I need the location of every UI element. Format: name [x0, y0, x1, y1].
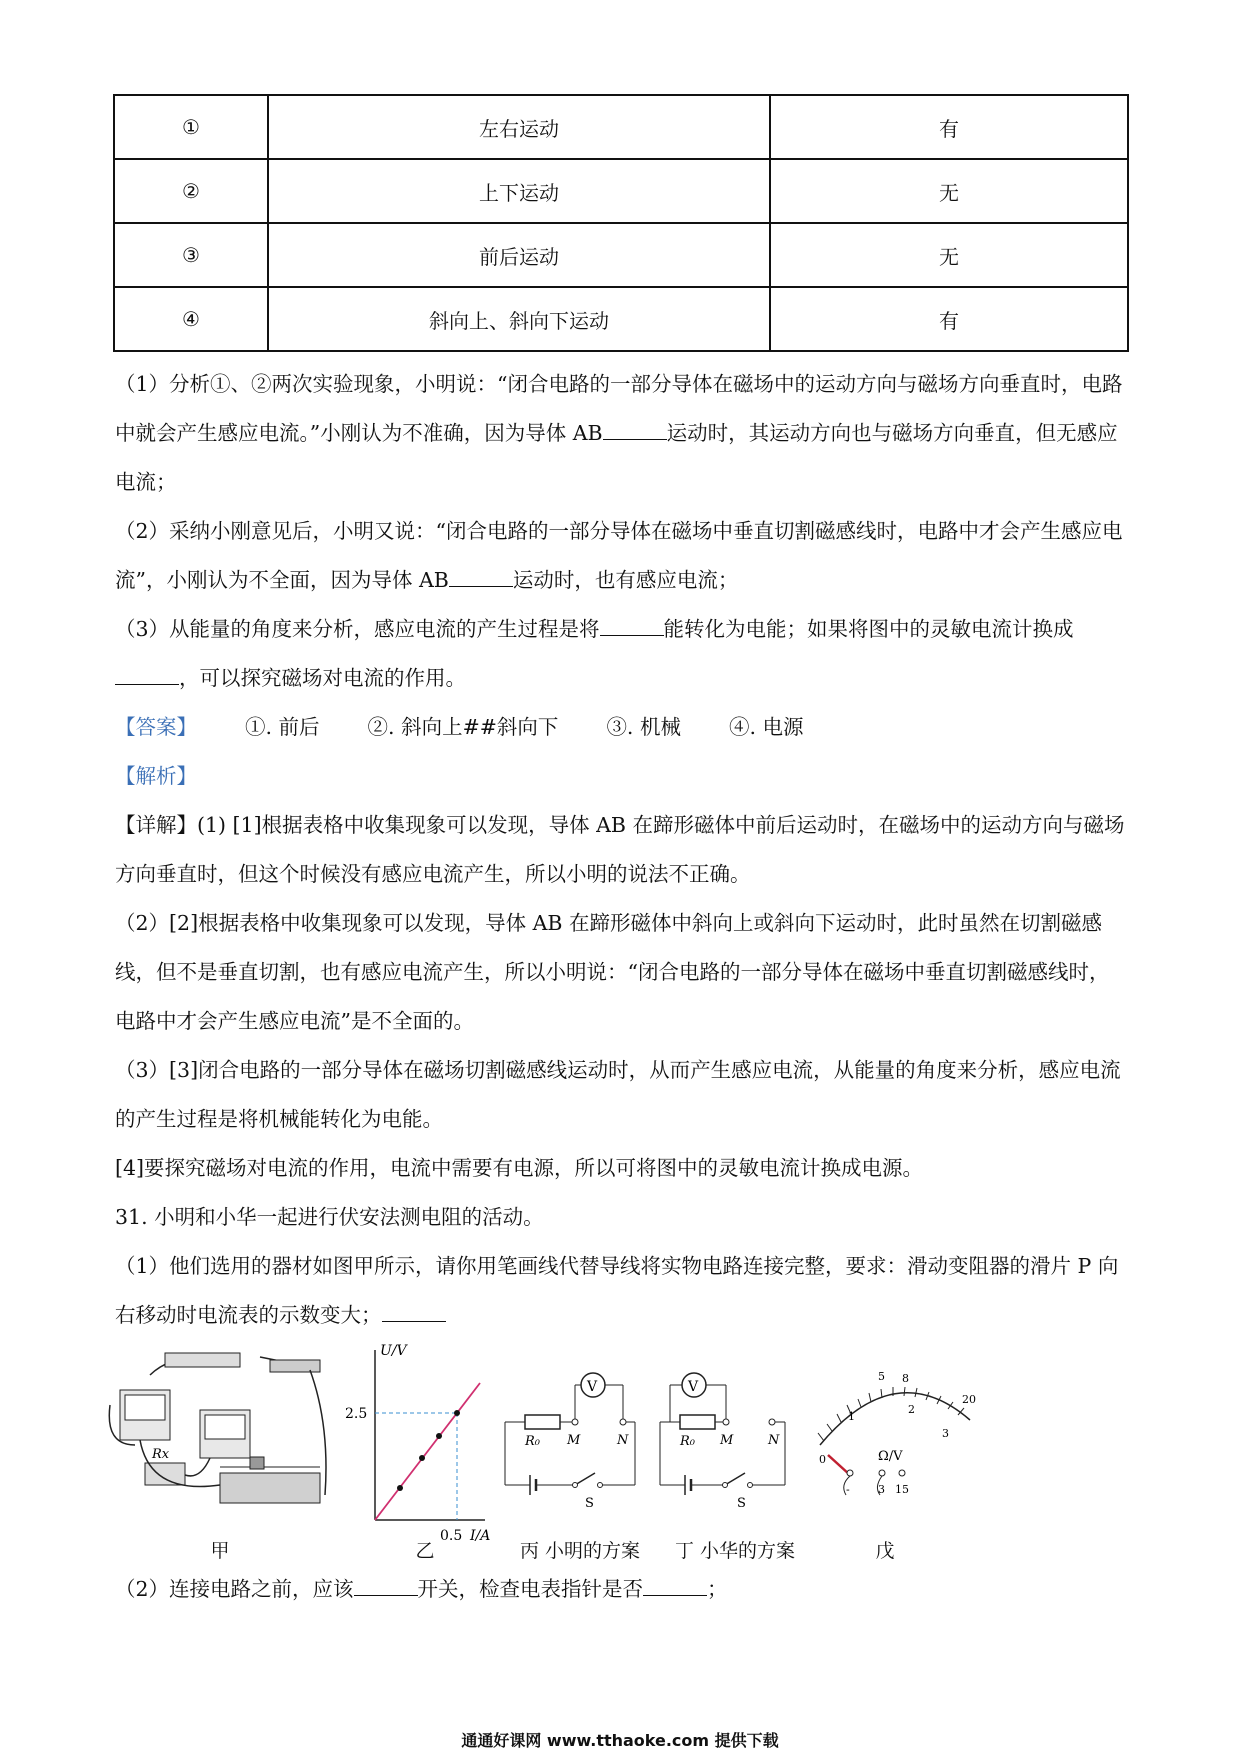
- data-point: [419, 1455, 425, 1461]
- terminal-label: 15: [895, 1483, 909, 1496]
- switch-label: S: [737, 1496, 746, 1511]
- answer-item: ③. 机械: [606, 715, 681, 739]
- unit-label: Ω/V: [878, 1449, 903, 1464]
- page-footer[interactable]: 通通好课网 www.tthaoke.com 提供下载: [461, 1731, 779, 1750]
- table-cell-no: ①: [114, 95, 268, 159]
- answer-blank[interactable]: [643, 1577, 707, 1596]
- table-cell-motion: 前后运动: [268, 223, 770, 287]
- answer-blank[interactable]: [603, 421, 667, 440]
- figure-meter: [810, 1345, 980, 1555]
- answer-item: ②. 斜向上##斜向下: [367, 715, 559, 739]
- detail-paragraph-2: （2）[2]根据表格中收集现象可以发现，导体 AB 在蹄形磁体中斜向上或斜向下运动时，此时虽然在切割磁感线，但不是垂直切割，也有感应电流产生，所以小明说：“闭合电路的一部分导体在磁场中垂直切割磁感线时，电路中才会产生感应电流”是不全面的。: [115, 911, 1110, 1033]
- answer-line: [115, 703, 1125, 752]
- r0-label: R₀: [680, 1434, 695, 1449]
- n-label: N: [617, 1433, 629, 1448]
- table-cell-motion: 左右运动: [268, 95, 770, 159]
- table-row: [114, 95, 1128, 159]
- scale-label: 2: [908, 1403, 915, 1416]
- table-cell-motion: 斜向上、斜向下运动: [268, 287, 770, 351]
- detail-paragraph-1: 【详解】(1) [1]根据表格中收集现象可以发现，导体 AB 在蹄形磁体中前后运动时，在磁场中的运动方向与磁场方向垂直时，但这个时候没有感应电流产生，所以小明的说法不正确。: [115, 813, 1125, 886]
- detail-paragraph-3: （3）[3]闭合电路的一部分导体在磁场切割磁感线运动时，从而产生感应电流，从能量的角度来分析，感应电流的产生过程是将机械能转化为电能。: [115, 1058, 1121, 1131]
- caption-bing: 丙 小明的方案: [519, 1540, 641, 1562]
- scale-label: 1: [848, 1410, 855, 1423]
- question-3: [115, 605, 1125, 703]
- n-label: N: [768, 1433, 780, 1448]
- question-31-sub2-text-c: ；: [707, 1577, 728, 1601]
- figure-ui-graph: [345, 1345, 495, 1555]
- detail-paragraph-4: [4]要探究磁场对电流的作用，电流中需要有电源，所以可将图中的灵敏电流计换成电源。: [115, 1156, 924, 1180]
- caption-wu: 戊: [875, 1540, 895, 1562]
- figure-circuit-xiaoming: [505, 1345, 650, 1555]
- question-3-text-b: 能转化为电能；如果将图中的灵敏电流计换成: [663, 617, 1074, 641]
- scale-label: 3: [942, 1427, 949, 1440]
- answer-blank[interactable]: [115, 666, 179, 685]
- scale-label: 8: [902, 1372, 909, 1385]
- answer-blank[interactable]: [354, 1577, 418, 1596]
- table-cell-no: ④: [114, 287, 268, 351]
- y-axis-label: U/V: [380, 1343, 407, 1359]
- answer-item: ④. 电源: [728, 715, 804, 739]
- analysis-line: [115, 752, 1125, 801]
- table-cell-current: 无: [770, 159, 1128, 223]
- figure-apparatus: [110, 1345, 340, 1555]
- y-tick-label: 2.5: [345, 1406, 368, 1422]
- question-1-text-a: （1）分析①、②两次实验现象，小明说：“闭合电路的一部分导体在磁场中的运动方向与磁场方向垂直时，电路中就会产生感应电流。”小刚认为不准确，因为导体 AB: [115, 372, 1123, 445]
- analysis-tag: 【解析】: [115, 764, 197, 788]
- circuit-xiaohua: [660, 1345, 805, 1525]
- question-3-text-c: ，可以探究磁场对电流的作用。: [179, 666, 466, 690]
- scale-label: 5: [878, 1370, 885, 1383]
- apparatus-drawing: [110, 1345, 340, 1525]
- table-cell-motion: 上下运动: [268, 159, 770, 223]
- table-cell-current: 无: [770, 223, 1128, 287]
- question-1-text-b: 运动时，其运动方向也与磁场方向垂直，但无感应电流；: [115, 421, 1118, 494]
- question-3-text-a: （3）从能量的角度来分析，感应电流的产生过程是将: [115, 617, 600, 641]
- data-point: [454, 1410, 460, 1416]
- experiment-table: [113, 94, 1129, 352]
- m-label: M: [720, 1433, 734, 1448]
- terminal-label: -: [846, 1483, 850, 1496]
- table-cell-current: 有: [770, 287, 1128, 351]
- figure-circuit-xiaohua: [660, 1345, 805, 1555]
- answer-blank[interactable]: [449, 568, 513, 587]
- caption-ding: 丁 小华的方案: [674, 1540, 796, 1562]
- answer-tag: 【答案】: [115, 715, 197, 739]
- table-row: [114, 287, 1128, 351]
- question-2-text-a: （2）采纳小刚意见后，小明又说：“闭合电路的一部分导体在磁场中垂直切割磁感线时，电路中才会产生感应电流”，小刚认为不全面，因为导体 AB: [115, 519, 1123, 592]
- m-label: M: [567, 1433, 581, 1448]
- question-31-sub2-text-a: （2）连接电路之前，应该: [115, 1577, 354, 1601]
- fit-line: [375, 1383, 480, 1520]
- caption-jia: 甲: [210, 1540, 230, 1562]
- question-31-sub2-text-b: 开关，检查电表指针是否: [417, 1577, 644, 1601]
- table-row: [114, 159, 1128, 223]
- table-row: [114, 223, 1128, 287]
- x-tick-label: 0.5: [440, 1528, 463, 1544]
- question-31-sub2: [115, 1565, 1125, 1614]
- answer-item: ①. 前后: [245, 715, 320, 739]
- voltmeter-label: V: [688, 1379, 699, 1395]
- circuit-xiaoming: [505, 1345, 650, 1525]
- table-cell-no: ②: [114, 159, 268, 223]
- answer-blank[interactable]: [600, 617, 664, 636]
- data-point: [436, 1433, 442, 1439]
- terminal-label: 3: [878, 1483, 885, 1496]
- question-1: [115, 360, 1125, 507]
- question-2: [115, 507, 1125, 605]
- question-31-title: 31. 小明和小华一起进行伏安法测电阻的活动。: [115, 1205, 544, 1229]
- table-cell-no: ③: [114, 223, 268, 287]
- r0-label: R₀: [525, 1434, 540, 1449]
- x-axis-label: I/A: [470, 1528, 491, 1544]
- scale-label: 0: [819, 1453, 826, 1466]
- rx-label: Rx: [152, 1447, 170, 1462]
- caption-yi: 乙: [415, 1540, 435, 1562]
- meter-dial: [810, 1345, 980, 1525]
- question-31-sub1-text: （1）他们选用的器材如图甲所示，请你用笔画线代替导线将实物电路连接完整，要求：滑动变阻器的滑片 P 向右移动时电流表的示数变大；: [115, 1254, 1119, 1327]
- answer-blank[interactable]: [382, 1303, 446, 1322]
- question-2-text-b: 运动时，也有感应电流；: [512, 568, 739, 592]
- question-31-sub1: [115, 1242, 1125, 1340]
- table-cell-current: 有: [770, 95, 1128, 159]
- data-point: [397, 1485, 403, 1491]
- switch-label: S: [585, 1496, 594, 1511]
- voltmeter-label: V: [587, 1379, 598, 1395]
- ui-graph: [345, 1343, 495, 1544]
- scale-label: 20: [962, 1393, 976, 1406]
